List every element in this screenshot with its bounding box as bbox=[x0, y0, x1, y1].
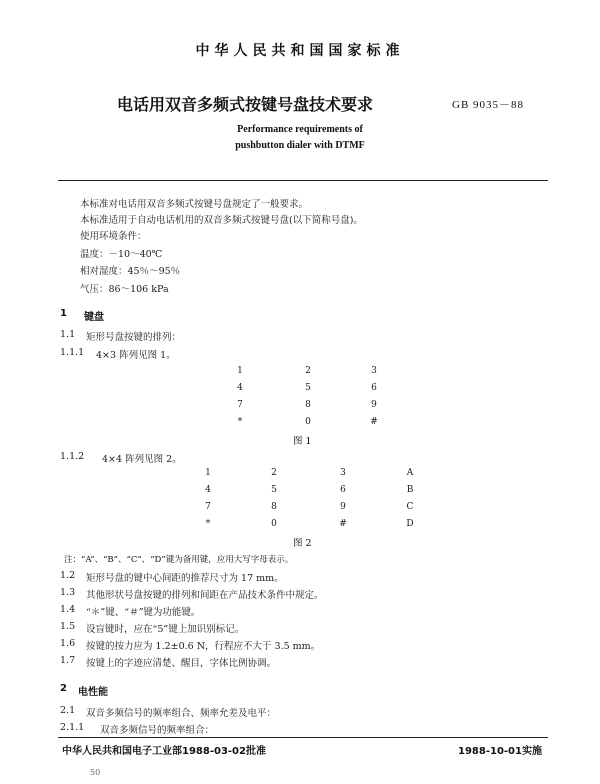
keypad-key: 2 bbox=[305, 366, 311, 376]
keypad-key: 3 bbox=[340, 468, 346, 478]
keypad-key: # bbox=[370, 417, 378, 427]
standard-code: GB 9035－88 bbox=[452, 99, 525, 111]
clause-text: 按键的按力应为 1.2±0.6 N，行程应不大于 3.5 mm。 bbox=[86, 641, 321, 652]
clause-text: “＊”键、“＃”键为功能键。 bbox=[86, 607, 201, 618]
intro-line: 相对湿度：45％～95％ bbox=[80, 266, 181, 277]
keypad-key: D bbox=[406, 519, 414, 529]
keypad-key: 8 bbox=[271, 502, 277, 512]
english-title-line-1: Performance requirements of bbox=[237, 124, 363, 135]
page-title: 电话用双音多频式按键号盘技术要求 bbox=[117, 95, 374, 114]
clause-text: 4×4 阵列见图 2。 bbox=[102, 454, 182, 465]
keypad-key: 7 bbox=[237, 400, 243, 410]
keypad-key: 0 bbox=[271, 519, 277, 529]
intro-line: 气压：86～106 kPa bbox=[80, 284, 169, 295]
keypad-key: # bbox=[339, 519, 347, 529]
intro-line: 使用环境条件： bbox=[80, 231, 147, 242]
keypad-key: 4 bbox=[205, 485, 211, 495]
header-divider bbox=[58, 180, 548, 181]
clause-text: 设盲键时，应在“5”键上加识别标记。 bbox=[86, 624, 245, 635]
clause-number: 1.3 bbox=[60, 587, 76, 598]
clause-text: 双音多频信号的频率组合： bbox=[100, 725, 215, 736]
clause-number: 1.1.1 bbox=[60, 347, 85, 358]
keypad-key: A bbox=[406, 468, 414, 478]
clause-number: 1.5 bbox=[60, 621, 76, 632]
clause-number: 1.4 bbox=[60, 604, 76, 615]
clause-text: 4×3 阵列见图 1。 bbox=[96, 350, 176, 361]
approval-line: 中华人民共和国电子工业部1988-03-02批准 bbox=[62, 746, 266, 757]
keypad-key: * bbox=[205, 519, 211, 529]
section-2-number: 2 bbox=[60, 683, 67, 694]
figure-2-caption: 图 2 bbox=[293, 538, 312, 549]
clause-text: 矩形号盘按键的排列： bbox=[86, 332, 182, 343]
intro-line: 温度：－10～40℃ bbox=[80, 249, 163, 260]
keypad-key: 0 bbox=[305, 417, 311, 427]
figure-1-caption: 图 1 bbox=[293, 436, 312, 447]
clause-text: 双音多频信号的频率组合、频率允差及电平： bbox=[86, 708, 277, 719]
keypad-key: 7 bbox=[205, 502, 211, 512]
keypad-key: 2 bbox=[271, 468, 277, 478]
keypad-key: 6 bbox=[340, 485, 346, 495]
keypad-key: 1 bbox=[205, 468, 211, 478]
clause-text: 其他形状号盘按键的排列和间距在产品技术条件中规定。 bbox=[86, 590, 324, 601]
keypad-key: 6 bbox=[371, 383, 377, 393]
clause-number: 2.1 bbox=[60, 705, 76, 716]
section-1-title: 键盘 bbox=[84, 312, 104, 323]
clause-number: 1.2 bbox=[60, 570, 76, 581]
section-2-title: 电性能 bbox=[78, 687, 108, 698]
clause-text: 按键上的字迹应清楚、醒目，字体比例协调。 bbox=[86, 658, 277, 669]
section-1-number: 1 bbox=[60, 308, 67, 319]
keypad-key: 4 bbox=[237, 383, 243, 393]
page-number: 50 bbox=[90, 768, 101, 777]
keypad-key: 9 bbox=[340, 502, 346, 512]
keypad-key: 1 bbox=[237, 366, 243, 376]
intro-line: 本标准对电话用双音多频式按键号盘规定了一般要求。 bbox=[80, 199, 309, 210]
clause-text: 矩形号盘的键中心间距的推荐尺寸为 17 mm。 bbox=[86, 573, 284, 584]
keypad-key: 8 bbox=[305, 400, 311, 410]
english-title-line-2: pushbutton dialer with DTMF bbox=[235, 140, 365, 151]
clause-number: 2.1.1 bbox=[60, 722, 85, 733]
effective-date: 1988-10-01实施 bbox=[458, 746, 542, 757]
national-standard-heading: 中华人民共和国国家标准 bbox=[195, 43, 405, 59]
keypad-key: 3 bbox=[371, 366, 377, 376]
figure-note: 注：“A”、“B”、“C”、“D”键为备用键，应用大写字母表示。 bbox=[64, 555, 294, 565]
clause-number: 1.1.2 bbox=[60, 451, 85, 462]
footer-divider bbox=[58, 737, 548, 738]
keypad-key: 9 bbox=[371, 400, 377, 410]
intro-line: 本标准适用于自动电话机用的双音多频式按键号盘(以下简称号盘)。 bbox=[80, 215, 363, 226]
keypad-key: B bbox=[406, 485, 414, 495]
clause-number: 1.6 bbox=[60, 638, 76, 649]
clause-number: 1.1 bbox=[60, 329, 76, 340]
clause-number: 1.7 bbox=[60, 655, 76, 666]
keypad-key: 5 bbox=[305, 383, 311, 393]
keypad-key: 5 bbox=[271, 485, 277, 495]
keypad-key: C bbox=[406, 502, 414, 512]
keypad-key: * bbox=[237, 417, 243, 427]
